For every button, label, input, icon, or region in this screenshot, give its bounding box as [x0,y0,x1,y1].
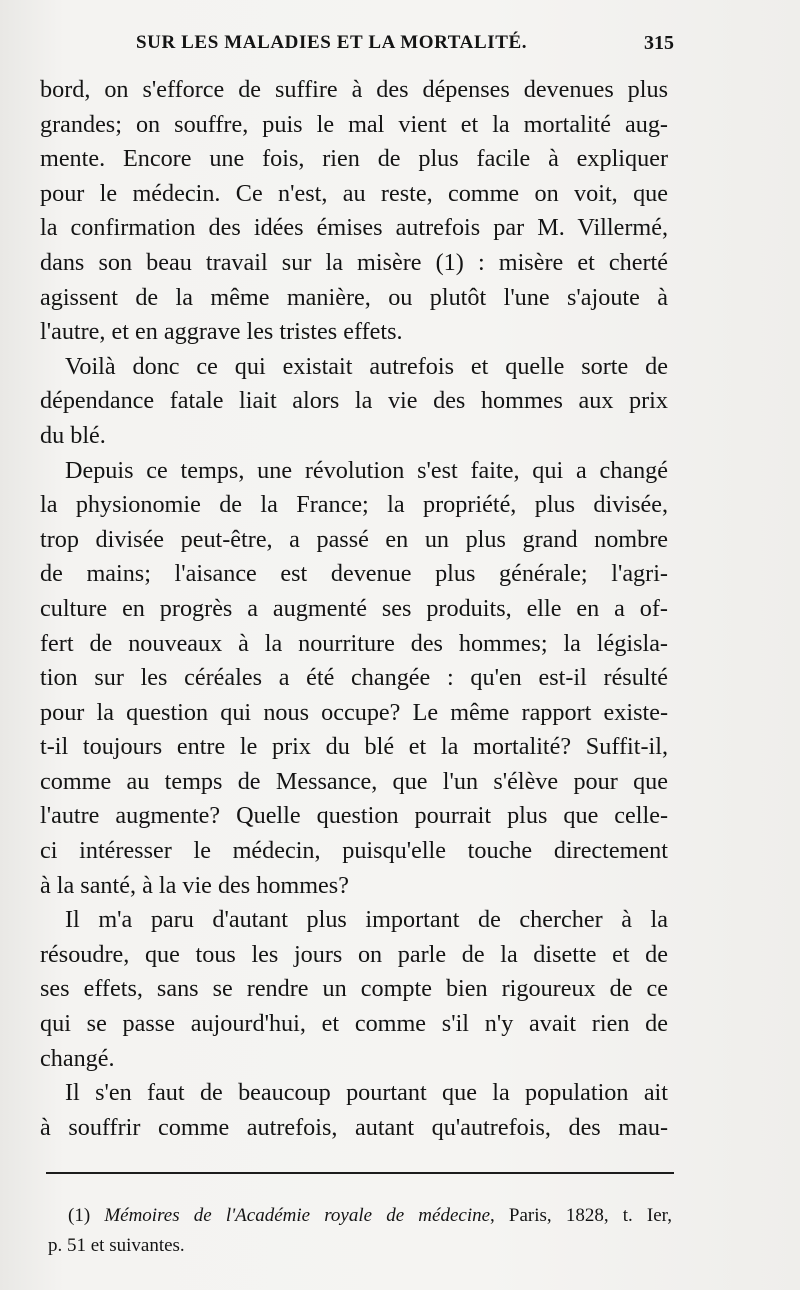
footnote [48,1201,672,1261]
text-line: dépendance fatale liait alors la vie des hommes aux prix [40,387,668,415]
running-title: SUR LES MALADIES ET LA MORTALITÉ. [136,32,528,53]
page-header [40,32,680,64]
text-line: pour la question qui nous occupe? Le même rapport existe- [40,698,668,726]
text-line: dans son beau travail sur la misère (1) : misère et cherté [40,248,668,276]
footnote-rule [46,1172,674,1174]
text-line: à la santé, à la vie des hommes? [40,871,349,899]
text-line: Il m'a paru d'autant plus important de chercher à la [65,906,668,934]
text-line: l'autre, et en aggrave les tristes effets. [40,318,403,346]
text-line: la confirmation des idées émises autrefois par M. Villermé, [40,214,668,242]
text-line: tion sur les céréales a été changée : qu'en est-il résulté [40,664,668,692]
text-line: t-il toujours entre le prix du blé et la mortalité? Suffit-il, [40,733,668,761]
text-line: Voilà donc ce qui existait autrefois et quelle sorte de [65,352,668,380]
text-line: Depuis ce temps, une révolution s'est faite, qui a changé [65,456,668,484]
text-line: ci intéresser le médecin, puisqu'elle touche directement [40,837,668,865]
text-line: changé. [40,1044,115,1072]
text-line: Il s'en faut de beaucoup pourtant que la population ait [65,1079,668,1107]
text-line: du blé. [40,421,106,449]
text-line: résoudre, que tous les jours on parle de la disette et de [40,940,668,968]
text-line: comme au temps de Messance, que l'un s'élève pour que [40,767,668,795]
body-text [40,73,668,1145]
footnote-line [48,1201,672,1231]
text-line: l'autre augmente? Quelle question pourrait plus que celle- [40,802,668,830]
text-line: à souffrir comme autrefois, autant qu'autrefois, des mau- [40,1113,668,1141]
text-line: trop divisée peut-être, a passé en un plus grand nombre [40,525,668,553]
text-line: pour le médecin. Ce n'est, au reste, comme on voit, que [40,179,668,207]
text-line: de mains; l'aisance est devenue plus générale; l'agri- [40,560,668,588]
footnote-reference: , Paris, 1828, t. Ier, [490,1205,672,1226]
text-line: la physionomie de la France; la propriété, plus divisée, [40,491,668,519]
footnote-marker: (1) [68,1205,91,1226]
footnote-title: Mémoires de l'Académie royale de médecine [104,1205,491,1226]
page-number: 315 [644,32,674,54]
text-line: ses effets, sans se rendre un compte bien rigoureux de ce [40,975,668,1003]
text-line: fert de nouveaux à la nourriture des hommes; la législa- [40,629,668,657]
text-line: culture en progrès a augmenté ses produits, elle en a of- [40,594,668,622]
text-line: grandes; on souffre, puis le mal vient et la mortalité aug- [40,110,668,138]
text-line: bord, on s'efforce de suffire à des dépenses devenues plus [40,76,668,103]
text-line: agissent de la même manière, ou plutôt l'une s'ajoute à [40,283,668,311]
text-line: mente. Encore une fois, rien de plus facile à expliquer [40,145,668,173]
footnote-line: p. 51 et suivantes. [48,1235,185,1256]
text-line: qui se passe aujourd'hui, et comme s'il n'y avait rien de [40,1010,668,1038]
